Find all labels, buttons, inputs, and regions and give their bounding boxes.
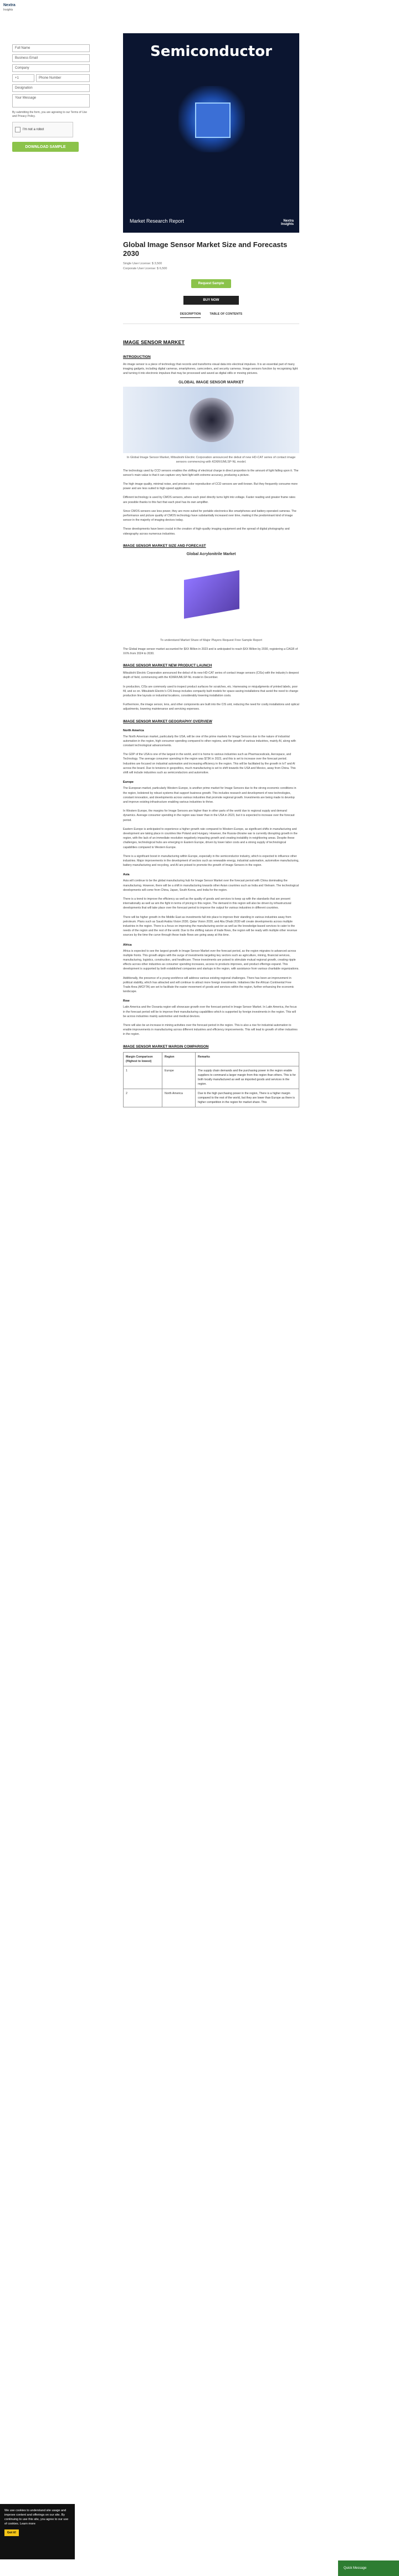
table-header-margin: Margin Comparison (Highest to lowest)	[124, 1052, 162, 1066]
eu-paragraph-2: In Western Europe, the margins for Image Sensors are higher than in other parts of the world due to regional supply and demand dynamics. Average consumer spending in the region was lower than in the USA in 2023, but it is expected to increase over the forecast period.	[123, 809, 295, 822]
country-code-select[interactable]: +1	[12, 74, 34, 82]
margin-table	[123, 1052, 299, 1107]
cover-logo-tag: Insights	[280, 223, 294, 226]
cover-logo-name: Nextra	[283, 219, 294, 223]
license-corporate: Corporate User License: $ 6,500	[123, 267, 167, 270]
row-heading: Row	[123, 999, 130, 1003]
africa-paragraph-1: Africa is expected to see the largest growth in Image Sensor Market over the forecast period, as the region migrates to advanced across multiple fronts. This growth aligns with the surge of investments targeting key sectors such as agriculture, mining, financial services, manufacturing, logistics, construction, and healthcare. These investments are poised to stimulate mutual regional growth, creating ripple effects across other industries as consumer spending increases, access to products improves, and product offerings expand. This development is supported by both established companies and startups in the region, with assistance from various charitable organizations.	[123, 949, 299, 971]
isometric-chart-icon	[184, 570, 239, 619]
row-paragraph-2: There will also be an increase in mining activities over the forecast period in the region. This is also a rise for industrial automation to enable improvements in manufacturing across different industries and efficiency improvements. This will lead to growth of other industries in the region.	[123, 1024, 298, 1036]
report-cover	[123, 33, 299, 233]
sample-request-form	[12, 44, 90, 152]
market-illustration	[123, 558, 299, 636]
tab-table-of-contents[interactable]: TABLE OF CONTENTS	[209, 312, 243, 316]
phone-row	[12, 74, 90, 84]
table-header-region: Region	[162, 1052, 196, 1066]
launch-paragraph-2: In production, CISs are commonly used to inspect product surfaces for scratches, etc. Harnessing or misjudgments of printed labels, poor fill, and so on. Mitsubishi Electric's CIS lineup includes compactly built models for space-saving installations that avoid the need to change production line layouts or industrial locations, considerably lowering installation costs.	[123, 685, 299, 698]
table-cell-rank: 1	[124, 1066, 162, 1089]
intro-paragraph-2: The technology used by CCD sensors enables the shifting of electrical charge in direct proportion to the amount of light falling upon it. The sensor's main value is that it can capture very faint light with extreme accuracy, producing a picture.	[123, 469, 299, 477]
tab-description[interactable]: DESCRIPTION	[180, 312, 201, 318]
cookie-text: We use cookies to understand site usage and improve content and offerings on our site. By continuing to use this site, you agree to our use of cookies. Learn more	[4, 2509, 69, 2526]
logo-name: Nextra	[3, 3, 16, 7]
section-title: IMAGE SENSOR MARKET	[123, 340, 185, 345]
asia-paragraph-3: There will be higher growth in the Middle East as investments fall into place to improve their standing in various industries away from petroleum. Plans such as Saudi Arabia Vision 2030, Qatar Vision 2030, and Abu Dhabi 2030 will create developments across multiple industries in the region. There is a focus on improving the manufacturing sector as well as the knowledge-based services to cater to the needs of the region and the rest of the world. Due to the shifting nature of trade flows, the region will be ready with multiple other revenue sources by the time the curve through these trade flows are going away at this time.	[123, 915, 298, 937]
asia-paragraph-1: Asia will continue to be the global manufacturing hub for Image Sensor Market over the forecast period with China dominating the manufacturing. However, there will be a shift in manufacturing towards other Asian countries such as India and Vietnam. The technological developments will come from China, Japan, South Korea, and India for the region.	[123, 879, 299, 892]
launch-heading: IMAGE SENSOR MARKET NEW PRODUCT LAUNCH	[123, 664, 212, 668]
table-cell-remark: The supply chain demands and the purchasing power in the region enable suppliers to command a larger margin from this region than others. This is for both locally manufactured as well as imported goods and services in the region.	[196, 1066, 299, 1089]
margin-heading: IMAGE SENSOR MARKET MARGIN COMPARISON	[123, 1044, 209, 1049]
license-single: Single User License: $ 3,500	[123, 262, 162, 265]
quick-message-button[interactable]: Quick Message	[338, 2560, 399, 2576]
africa-paragraph-2: Additionally, the presence of a young workforce will address various existing regional challenges. There has been an improvement in political stability, which has attracted and will continue to attract more foreign investments. Initiatives like the African Continental Free Trade Area (AfCFTA) are set to facilitate the easier movement of goods and services within the region, further enhancing the economic landscape.	[123, 976, 294, 994]
cookie-accept-button[interactable]: Got it!	[4, 2529, 19, 2536]
figure-caption: In Global Image Sensor Market, Mitsubishi Electric Corporation announced the debut of new HD-CAT series of contact image sensors commencing with KD6R/UMLSP-NL model.	[126, 455, 296, 464]
intro-paragraph-6: These developments have been crucial in the creation of high-quality imaging equipment and the spread of digital photography and videography across numerous industries.	[123, 527, 290, 536]
intro-paragraph-1: An image sensor is a piece of technology that records and transforms visual data into electrical impulses. It is an essential part of many imaging gadgets, including digital cameras, smartphones, camcorders, and security cameras. Image sensors function by recognising light and turning it into electronic impulses that may be processed and saved as digital stills or moving pictures.	[123, 363, 298, 376]
na-heading: North America	[123, 728, 144, 732]
logo-tag: Insights	[3, 8, 13, 12]
site-logo[interactable]	[3, 3, 16, 12]
request-sample-button[interactable]: Request Sample	[191, 279, 231, 288]
intro-paragraph-5: Since CMOS sensors use less power, they are more suited for portable electronics like smartphones and battery-operated cameras. The performance and picture quality of CMOS technology have substantially increased over time, making it the predominant kind of image sensor in the majority of imaging devices today.	[123, 509, 296, 522]
table-cell-region: North America	[162, 1089, 196, 1107]
message-input[interactable]: Your Message	[12, 94, 90, 107]
table-header-remarks: Remarks	[196, 1052, 299, 1066]
buy-now-button[interactable]: BUY NOW	[183, 296, 239, 305]
cover-logo	[281, 219, 294, 226]
chip-icon	[178, 86, 245, 152]
download-sample-button[interactable]: DOWNLOAD SAMPLE	[12, 142, 79, 152]
size-heading: IMAGE SENSOR MARKET SIZE AND FORECAST	[123, 543, 206, 548]
cookie-banner	[0, 2504, 75, 2559]
designation-input[interactable]: Designation	[12, 84, 90, 92]
report-title: Global Image Sensor Market Size and Forecasts 2030	[123, 240, 288, 258]
company-input[interactable]: Company	[12, 64, 90, 72]
geo-heading: IMAGE SENSOR MARKET GEOGRAPHY OVERVIEW	[123, 719, 212, 723]
eu-heading: Europe	[123, 781, 134, 784]
intro-paragraph-4: Different technology is used by CMOS sensors, where each pixel directly turns light into voltage. Faster reading and greater frame rates are possible thanks to this fact that each pixel has its own amplifier.	[123, 496, 296, 504]
size-paragraph: The Global image sensor market accounted for $XX Billion in 2023 and is anticipated to reach $XX Billion by 2030, registering a CAGR of XX% from 2024 to 2030.	[123, 647, 298, 656]
name-input[interactable]: Full Name	[12, 44, 90, 52]
table-row	[124, 1066, 299, 1089]
na-paragraph-2: The GDP of the USA is one of the largest in the world, and it is home to various industries such as Pharmaceuticals, Aerospace, and Technology. The average consumer spending in the region was $73K in 2023, and this is set to increase over the forecast period. Industries are focused on industrial automation and increasing efficiency in the region. This will be facilitated by the growth in IoT and AI across the board. Due to tensions in geopolitics, much manufacturing is set to shift towards the USA and Mexico, away from China. This shift will include industries such as semiconductors and automotive.	[123, 753, 296, 775]
phone-input[interactable]: Phone Number	[36, 74, 90, 82]
report-tabs	[123, 312, 299, 318]
africa-heading: Africa	[123, 943, 132, 947]
captcha-widget[interactable]	[12, 122, 73, 137]
chart-caption[interactable]: To understand Market Share of Major Players Request Free Sample Report	[160, 638, 262, 642]
intro-paragraph-3: The high image quality, minimal noise, and precise color reproduction of CCD sensors are well-known. But they frequently consume more power and are less suited to high-speed applications.	[123, 483, 298, 491]
eu-paragraph-3: Eastern Europe is anticipated to experience a higher growth rate compared to Western Europe, as significant shifts in manufacturing and development are taking place in countries like Poland and Hungary. However, the Russia-Ukraine war is currently disrupting growth in the region, with the lack of an immediate resolution negatively impacting growth and creating instability in neighboring areas. Despite these challenges, technological hubs are emerging in Eastern Europe, driven by lower labor costs and a strong supply of technological capabilities compared to Western Europe.	[123, 827, 298, 849]
na-paragraph-1: The North American market, particularly the USA, will be one of the prime markets for Image Sensors due to the nature of industrial automation in the region, high consumer spending compared to other regions, and the growth of various industries, mainly AI, along with constant technological advancements.	[123, 735, 296, 748]
captcha-label: I'm not a robot	[23, 128, 44, 131]
eu-paragraph-1: The European market, particularly Western Europe, is another prime market for Image Sensors due to the strong economic conditions in the region, bolstered by robust systems that support business growth. This includes research and development of new technologies, constant innovation, and developments across various industries that promote regional growth. Investments are being made to develop and improve existing infrastructure enabling various industries to thrive.	[123, 787, 296, 804]
figure-title: GLOBAL IMAGE SENSOR MARKET	[178, 380, 244, 384]
table-cell-region: Europe	[162, 1066, 196, 1089]
cover-title: Semiconductor	[150, 43, 272, 60]
figure-image-sensor	[123, 381, 299, 464]
report-main	[123, 33, 299, 1107]
launch-paragraph-1: Mitsubishi Electric Corporation announced the debut of its new HD-CAT series of contact image sensors (CISs) with the industry's deepest depth of field, commencing with the KD6R/UMLSP-NL model in December.	[123, 671, 299, 680]
table-row	[124, 1089, 299, 1107]
intro-heading: INTRODUCTION	[123, 355, 151, 359]
table-header-row	[124, 1052, 299, 1066]
consent-text: By submitting the form, you are agreeing to our Terms of Use and Privacy Policy.	[12, 111, 87, 118]
captcha-checkbox[interactable]	[15, 127, 21, 132]
table-cell-remark: Due to the high purchasing power in the region, There is a higher margin compared to the rest of the world, but they are lower than Europe as there is higher competition in the region for market share. This	[196, 1089, 299, 1107]
asia-paragraph-2: There is a trend to improve the efficiency as well as the quality of goods and services to keep up with the standards that are present internationally as well as win the fight in terms of pricing in this region. The demand in this region will also be driven by infrastructural developments that will take place over the forecast period to improve the output for various industries in different countries.	[123, 897, 291, 910]
launch-paragraph-3: Furthermore, the image sensor, lens, and other components are built into the CIS unit, reducing the need for costly installations and optical adjustments, lowering maintenance and servicing expenses.	[123, 703, 299, 711]
table-cell-rank: 2	[124, 1089, 162, 1107]
chart-title: Global Acrylonitrile Market	[186, 552, 236, 556]
figure-market-chart	[123, 552, 299, 643]
eu-paragraph-4: There is a significant boost in manufacturing within Europe, especially in the semiconductor industry, which is expected to influence other industries. Major improvements in the development of sectors such as renewable energy, industrial automation, automotive manufacturing, battery manufacturing and recycling, and AI are poised to promote the growth of Image Sensors in the region.	[123, 854, 299, 868]
cover-subtitle: Market Research Report	[130, 218, 185, 224]
email-input[interactable]: Business Email	[12, 54, 90, 62]
asia-heading: Asia	[123, 873, 130, 877]
sensor-image	[123, 387, 299, 453]
lens-icon	[190, 398, 234, 442]
row-paragraph-1: Latin America and the Oceania region will showcase growth over the forecast period in Image Sensor Market. In Latin America, the focus in the forecast period will be to improve their manufacturing capabilities which is supported by foreign investments in the region. This will be across industries mainly automotive and medical devices.	[123, 1005, 297, 1018]
